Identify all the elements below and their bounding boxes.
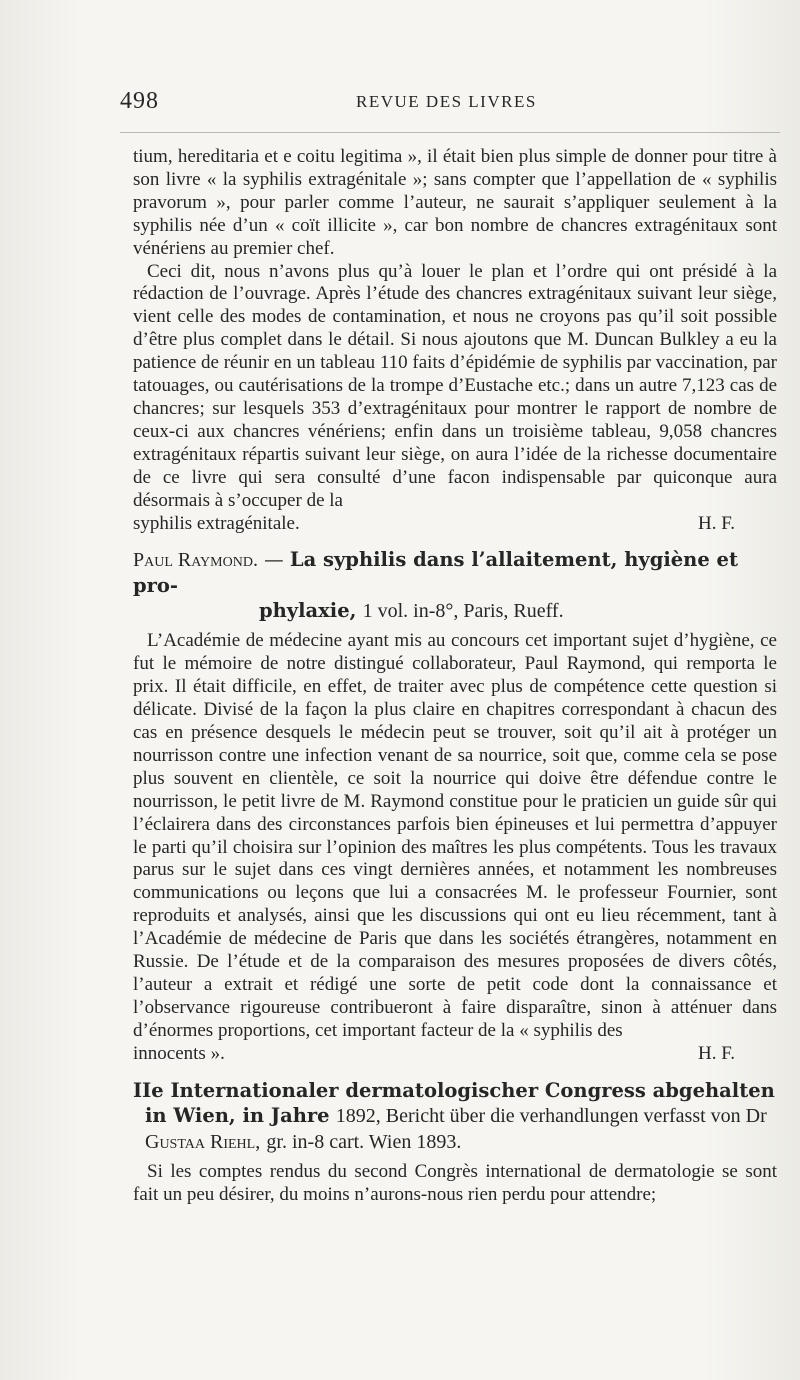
review1-paragraph1: tium, hereditaria et e coitu legitima », il était bien plus simple de donner pour titre à son livre « la syphilis extragénitale »; sans compter que l’appellation de « syphilis pravorum », pour parler comme l’auteur, ne saurait s’appliquer seulement à la syphilis née d’un « coït illicite », car bon nombre de chancres extragénitaux sont vénériens au premier chef. (133, 146, 777, 259)
review2-details: 1 vol. in-8°, Paris, Rueff. (362, 600, 564, 623)
review2-paragraph: L’Académie de médecine ayant mis au concours cet important sujet d’hygiène, ce fut le mémoire de notre distingué collaborateur, Paul Raymond, qui remporta le prix. Il était difficile, en effet, de traiter avec plus de compétence cette question si délicate. Divisé de la façon la plus claire en chapitres correspondant à chacun des cas en présence desquels le médecin peut se trouver, soit qu’il ait à protéger un nourrisson contre une infection venant de sa nourrice, soit que, comme cela se pose plus souvent en clientèle, ce soit la nourrice qui doive être défendue contre le nourrisson, le petit livre de M. Raymond constitue pour le praticien un guide sûr qui l’éclairera dans des circonstances parfois bien épineuses et lui permettra d’appuyer le parti qu’il choisira sur l’opinion des maîtres les plus compétents. Tous les travaux parus sur le sujet dans ces vingt dernières années, et notamment les nombreuses communications ou leçons que lui a consacrées M. le professeur Fournier, sont reproduits et analysés, ainsi que les discussions qui ont eu lieu récemment, tant à l’Académie de médecine de Paris que dans les sociétés étrangères, notamment en Russie. De l’étude et de la comparaison des mesures proposées de divers côtés, l’auteur a extrait et rédigé une sorte de petit code dont la connaissance et l’observance rigoureuse contribueront à faire disparaître, sinon à atténuer dans d’énormes proportions, cet important facteur de la « syphilis des (133, 630, 777, 1041)
review3-title-rest: 1892, Bericht über die verhandlungen verfasst von Dr (335, 1104, 767, 1127)
page-header (120, 88, 780, 122)
review1-signature: H. F. (697, 512, 735, 534)
review1-closing-line (133, 513, 777, 536)
review2-dash: — (264, 548, 284, 572)
review2-last-line: innocents ». (133, 1042, 225, 1064)
review3-paragraph: Si les comptes rendus du second Congrès international de dermatologie se sont fait un peu désirer, du moins n’aurons-nous rien perdu pour attendre; (133, 1160, 777, 1205)
review1-paragraph2: Ceci dit, nous n’avons plus qu’à louer le plan et l’ordre qui ont présidé à la rédaction de l’ouvrage. Après l’étude des chancres extragénitaux suivant leur siège, vient celle des modes de contamination, et nous ne croyons pas qu’il soit possible d’être plus complet dans le détail. Si nous ajoutons que M. Duncan Bulkley a eu la patience de réunir en un tableau 110 faits d’épidémie de syphilis par vaccination, par tatouages, ou cautérisations de la trompe d’Eustache etc.; dans un autre 7,123 cas de chancres; sur lesquels 353 d’extragénitaux pour montrer le rapport de nombre de ceux-ci aux chancres vénériens; enfin dans un troisième tableau, 9,058 chancres extragénitaux répartis suivant leur siège, on aura l’idée de la richesse documentaire de ce livre qui sera consulté d’une facon indispensable par quiconque aura désormais à s’occuper de la (133, 260, 777, 511)
review2-title-line1: La syphilis dans l’allaitement, hygiène et pro- (133, 548, 738, 598)
review-bulkley-continued (133, 146, 777, 535)
running-title: REVUE DES LIVRES (356, 92, 537, 111)
review2-heading (133, 547, 777, 624)
review3-details: gr. in-8 cart. Wien 1893. (266, 1130, 462, 1153)
review3-author: Gustaa Riehl, (145, 1130, 261, 1153)
review2-title-line2: phylaxie, (259, 599, 357, 623)
review2-signature: H. F. (697, 1042, 735, 1064)
review3-title: IIe Internationaler dermatologischer Congress abgehalten in Wien, in Jahre (133, 1078, 775, 1127)
page-number: 498 (120, 88, 159, 114)
review2-heading-line2 (133, 598, 777, 624)
review1-last-line: syphilis extragénitale. (133, 512, 300, 534)
header-rule (120, 132, 780, 133)
page-body (133, 146, 777, 1206)
review2-author: Paul Raymond. (133, 549, 258, 572)
review3-heading (133, 1078, 777, 1155)
review2-closing-line (133, 1043, 777, 1066)
review-raymond (133, 547, 777, 1065)
review-congress (133, 1078, 777, 1207)
